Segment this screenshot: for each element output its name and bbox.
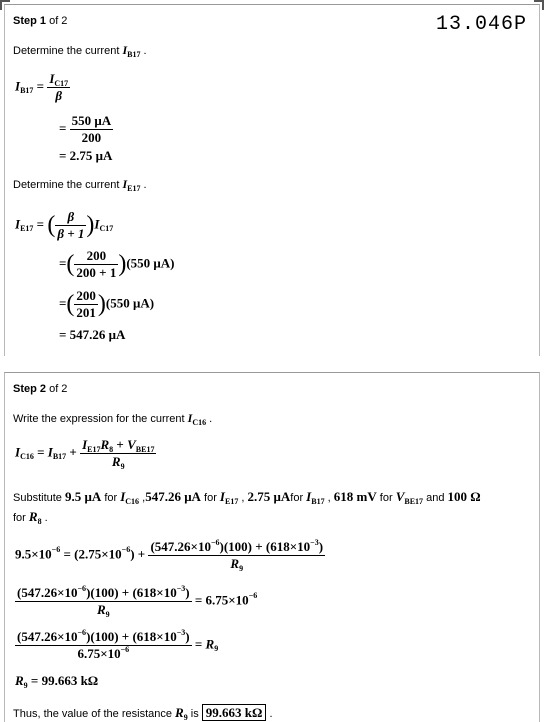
equation-c: $\frac{(547.26\times 10^{-6})(100) + (618\times 10^{-3})}{6.75\times 10^{-6}}$ = $R_9$ — [17, 628, 219, 661]
conclusion-text: Thus, the value of the resistance $R_9$ is 99.663 kΩ . — [13, 705, 273, 722]
ie-equation-1: $I_{E17}$ = ( $\frac{\beta}{\beta + 1}$ )$I_{C17}$ — [15, 209, 114, 241]
substitute-text-2: for $R_8$ . — [13, 509, 48, 526]
ib-equation-2: = $\frac{550 \mu A}{200}$ — [59, 113, 112, 145]
step-1-panel — [4, 4, 540, 356]
ie-equation-3: =( $\frac{200}{201}$ )(550 μA) — [59, 288, 155, 320]
equation-d: $R_9 = 99.663$ kΩ — [15, 673, 99, 690]
step-2-title: Step 2 of 2 — [13, 383, 68, 395]
ie-equation-2: =( $\frac{200}{200 + 1}$ )(550 μA) — [59, 248, 175, 280]
ic16-expression: $I_{C16} = I_{B17}$ + $\frac{I_{E17}R_8 + V_{BE17}}{R_9}$ — [15, 437, 155, 471]
ib-equation-1: $I_{B17}$ = $\frac{I_{C17}}{\beta}$ — [15, 71, 69, 103]
equation-b: $\frac{(547.26\times 10^{-6})(100) + (618\times 10^{-3})}{R_9}$ = $6.75\times 10^{-6}$ — [17, 584, 258, 619]
equation-a: $9.5\times 10^{-6} = (2.75\times 10^{-6})$ + $\frac{(547.26\times 10^{-6})(100) + (618\times 10^{-3})}{R_9}$ — [15, 538, 324, 573]
determine-ib-text: Determine the current $I_{B17}$ . — [13, 43, 147, 59]
problem-code: 13.046P — [435, 13, 527, 36]
determine-ie-text: Determine the current $I_{E17}$ . — [13, 177, 147, 193]
ib-equation-3: = 2.75 μA — [59, 148, 113, 163]
step-2-panel — [4, 372, 540, 722]
answer-box: 99.663 kΩ — [202, 704, 267, 721]
substitute-text: Substitute 9.5 μA for $I_{C16}$ ,547.26 μA for $I_{E17}$ , 2.75 μAfor $I_{B17}$ , 618 mV for $V_{BE17}$ and 100 Ω — [13, 489, 481, 506]
ie-equation-4: = 547.26 μA — [59, 327, 126, 342]
step-1-title: Step 1 of 2 — [13, 15, 68, 27]
write-expression-text: Write the expression for the current $I_{C16}$ . — [13, 411, 213, 427]
panel-separator — [0, 357, 544, 371]
